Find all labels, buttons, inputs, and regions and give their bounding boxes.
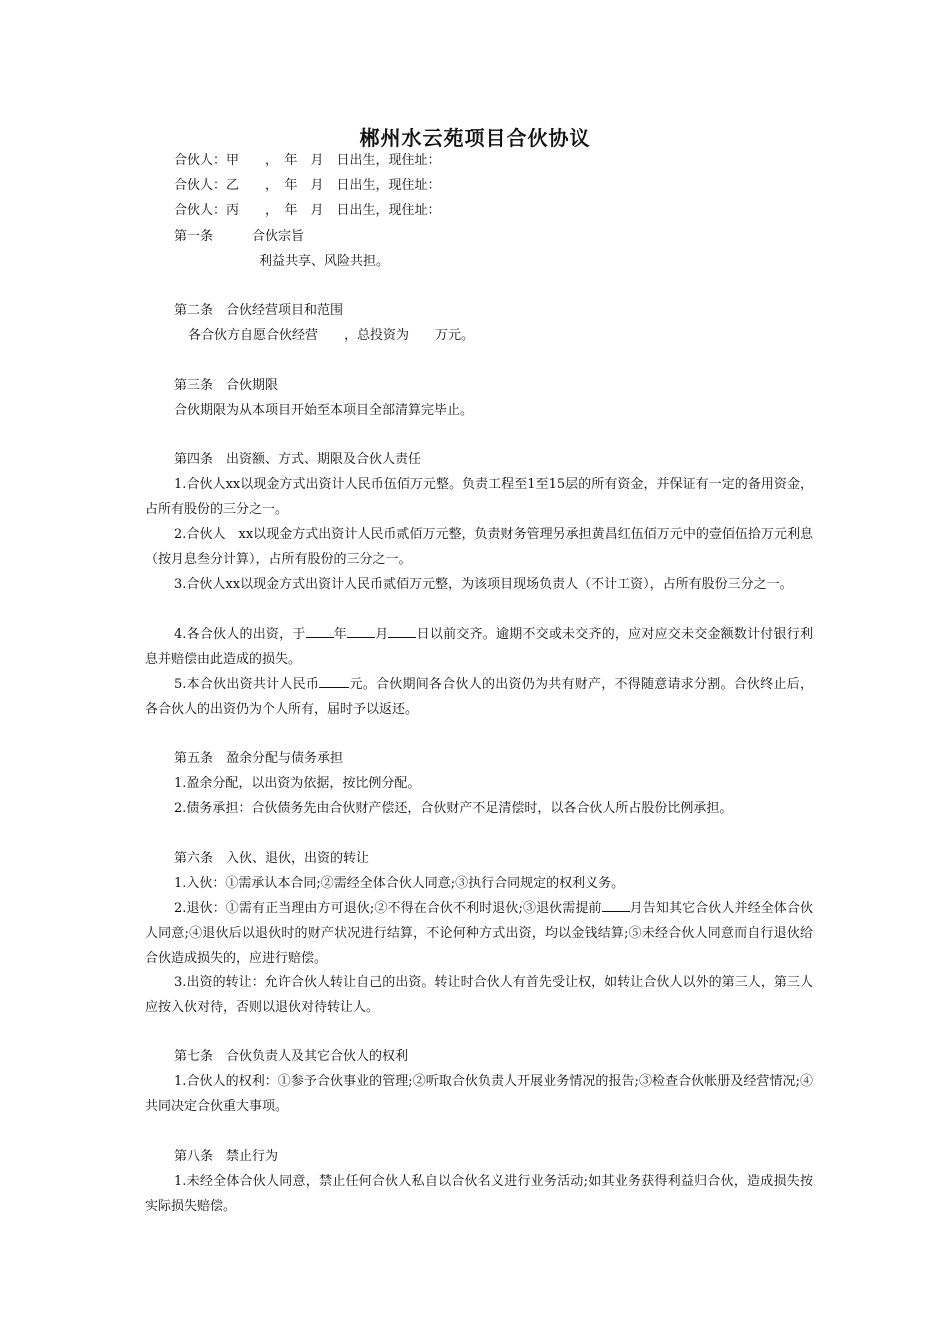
article-5-heading: 第五条 盈余分配与债务承担 xyxy=(174,751,344,766)
clause-5-text-a: 5.本合伙出资共计人民币 xyxy=(174,677,320,692)
article-7-clause-1: 1.合伙人的权利：①参予合伙事业的管理;②听取合伙负责人开展业务情况的报告;③检查合伙帐册及经营情况;④共同决定合伙重大事项。 xyxy=(145,1074,813,1114)
clause-6-2-text-b: 月告知其它合伙人并经全体合伙人同意;④退伙后以退伙时的财产状况进行结算，不论何种方式出资，均以金钱结算;⑤未经合伙人同意而自行退伙给合伙造成损失的，应进行赔偿。 xyxy=(145,901,813,966)
article-1-heading: 第一条 合伙宗旨 xyxy=(174,229,305,244)
article-2-heading: 第二条 合伙经营项目和范围 xyxy=(174,303,344,318)
article-3-heading: 第三条 合伙期限 xyxy=(174,378,279,393)
article-6-clause-1: 1.入伙：①需承认本合同;②需经全体合伙人同意;③执行合同规定的权利义务。 xyxy=(174,876,625,891)
partner-line-a: 合伙人：甲 ， 年 月 日出生，现住址： xyxy=(174,153,441,168)
article-5-clause-2: 2.债务承担：合伙债务先由合伙财产偿还，合伙财产不足清偿时，以各合伙人所占股份比例承担。 xyxy=(174,801,733,816)
document-title: 郴州水云苑项目合伙协议 xyxy=(359,126,591,150)
article-5-clause-1: 1.盈余分配，以出资为依据，按比例分配。 xyxy=(174,776,421,791)
month-blank xyxy=(347,623,375,638)
notice-months-blank xyxy=(602,897,630,912)
article-3-body: 合伙期限为从本项目开始至本项目全部清算完毕止。 xyxy=(174,403,474,418)
article-2-body: 各合伙方自愿合伙经营 ，总投资为 万元。 xyxy=(188,328,475,343)
partner-line-c: 合伙人：丙 ， 年 月 日出生，现住址： xyxy=(174,203,441,218)
article-4-clause-2: 2.合伙人 xx以现金方式出资计人民币贰佰万元整，负责财务管理另承担黄昌红伍佰万元中的壹佰伍拾万元利息（按月息叁分计算），占所有股份的三分之一。 xyxy=(145,527,813,567)
clause-5-text-b: 元。合伙期间各合伙人的出资仍为共有财产，不得随意请求分割。合伙终止后，各合伙人的出资仍为个人所有，届时予以返还。 xyxy=(145,677,813,717)
article-7-heading: 第七条 合伙负责人及其它合伙人的权利 xyxy=(174,1049,409,1064)
clause-4-text-b: 年 xyxy=(333,627,348,642)
day-blank xyxy=(388,623,416,638)
article-6-clause-2 xyxy=(145,896,813,971)
article-1-body: 利益共享、风险共担。 xyxy=(259,254,390,269)
clause-4-text-a: 4.各合伙人的出资，于 xyxy=(174,627,306,642)
clause-4-text-c: 月 xyxy=(375,627,389,642)
article-4-clause-5 xyxy=(145,672,813,722)
amount-blank xyxy=(319,673,349,688)
year-blank xyxy=(306,623,334,638)
article-4-clause-3: 3.合伙人xx以现金方式出资计人民币贰佰万元整，为该项目现场负责人（不计工资），占所有股份三分之一。 xyxy=(174,577,793,592)
article-8-clause-1: 1.未经全体合伙人同意，禁止任何合伙人私自以合伙名义进行业务活动;如其业务获得利益归合伙，造成损失按实际损失赔偿。 xyxy=(145,1174,813,1214)
article-6-clause-3: 3.出资的转让：允许合伙人转让自己的出资。转让时合伙人有首先受让权，如转让合伙人以外的第三人，第三人应按入伙对待，否则以退伙对待转让人。 xyxy=(145,975,813,1015)
article-4-heading: 第四条 出资额、方式、期限及合伙人责任 xyxy=(174,452,422,467)
article-6-heading: 第六条 入伙、退伙，出资的转让 xyxy=(174,851,370,866)
article-4-clause-4 xyxy=(145,622,813,672)
clause-6-2-text-a: 2.退伙：①需有正当理由方可退伙;②不得在合伙不利时退伙;③退伙需提前 xyxy=(174,901,602,916)
article-8-heading: 第八条 禁止行为 xyxy=(174,1149,279,1164)
article-4-clause-1: 1.合伙人xx以现金方式出资计人民币伍佰万元整。负责工程至1至15层的所有资金，并保证有一定的备用资金，占所有股份的三分之一。 xyxy=(145,477,813,517)
partner-line-b: 合伙人：乙 ， 年 月 日出生，现住址： xyxy=(174,178,441,193)
clause-4-text-d: 日以前交齐。逾期不交或未交齐的，应对应交未交金额数计付银行利息并赔偿由此造成的损失。 xyxy=(145,627,813,667)
